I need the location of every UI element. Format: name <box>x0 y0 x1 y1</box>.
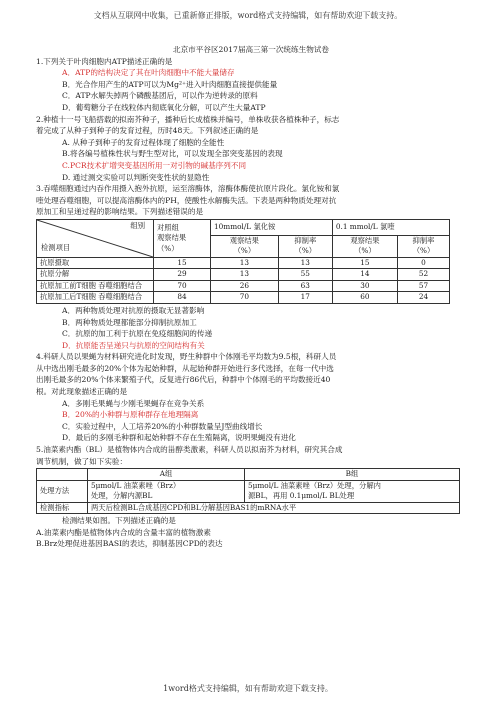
q5-option-b: B.Brz处理促进基因BASI的表达，抑制基因CPD的表达 <box>36 539 223 549</box>
cell: 84 <box>154 292 211 304</box>
q4-stem-line1: 4.科研人员以果蝇为材料研究进化时发现，野生种群中个体刚毛平均数为9.5根，科研人员 <box>36 352 337 362</box>
q5-stem-line1: 5.油菜素内酯（BL）是植物体内合成的甾醇类激素，科研人员以拟南芥为材料，研究其合成 <box>36 445 343 455</box>
cell: 17 <box>278 292 332 304</box>
group-b-header: B组 <box>245 469 460 481</box>
q4-stem-line4: 根。对此现象描述正确的是 <box>36 387 128 397</box>
q4-option-c: C．实验过程中，人工培养20%的小种群数量呈J型曲线增长 <box>62 421 263 431</box>
q1-option-d: D．葡萄糖分子在线粒体内彻底氧化分解，可以产生大量ATP <box>62 102 266 112</box>
q1-option-a: A．ATP的结构决定了其在叶肉细胞中不能大量储存 <box>62 68 235 78</box>
q2-option-d: D. 通过测交实验可以判断突变性状的显隐性 <box>62 172 210 182</box>
group-b-method-line2: 源BL，再用 0.1μmol/L BL处理 <box>248 491 355 501</box>
cell: 70 <box>154 280 211 292</box>
row-label: 抗原分解 <box>37 269 154 281</box>
cell: 52 <box>397 269 449 281</box>
cell: 55 <box>278 269 332 281</box>
cell: 24 <box>397 292 449 304</box>
q4-stem-line3: 出刚毛最多的20%个体来繁殖子代，反复进行86代后，种群中个体刚毛的平均数接近40 <box>36 375 331 385</box>
table-corner-cell <box>37 219 154 257</box>
cell: 0 <box>397 257 449 269</box>
row-label: 抗原加工前T细胞 吞噬细胞结合 <box>37 280 154 292</box>
group-a-method-line1: 5μmol/L 油菜素唑（Brz） <box>91 480 181 490</box>
q2-option-a: A. 从种子到种子的发育过程体现了细胞的全能性 <box>62 137 225 147</box>
q5-stem-line2: 调节机制，做了如下实验： <box>36 456 128 466</box>
table-row <box>37 292 450 304</box>
q3-stem-line1: 3.吞噬细胞通过内吞作用摄入抱外抗原，运至溶酶体，溶酶体酶使抗原片段化。氯化铵和氯 <box>36 184 340 194</box>
q3-stem-line2: 喹处理吞噬细胞，可以提高溶酶体内的PH，使酸性水解酶失活。下表是两种物质处理对抗 <box>36 195 337 205</box>
group-a-method <box>88 480 245 502</box>
cell: 13 <box>278 257 332 269</box>
q2-stem-line2: 着完成了从种子到种子的发育过程，历时48天。下列叙述正确的是 <box>36 126 259 136</box>
q4-option-b: B．20%的小种群与原种群存在地理隔离 <box>62 410 199 420</box>
cell: 63 <box>278 280 332 292</box>
q2-option-c: C.PCR技术扩增突变基因所用一对引物的碱基序列不同 <box>62 160 247 170</box>
control-header <box>154 219 211 257</box>
q5-corner <box>37 469 88 481</box>
control-header-line2: 观察结果 <box>157 233 187 243</box>
cell: 13 <box>211 257 279 269</box>
q5-result: 检测结果如图。下列描述正确的是 <box>62 516 176 526</box>
indicator-value: 两天后检测BL合成基因CPD和BL分解基因BAS1的mRNA水平 <box>88 502 460 514</box>
table-row <box>37 280 450 292</box>
exam-title: 北京市平谷区2017届高三第一次统练生物试卷 <box>172 45 329 54</box>
cell: 29 <box>154 269 211 281</box>
q1-option-b: B．光合作用产生的ATP可以为Mg²⁺进入叶肉细胞直接提供能量 <box>62 79 278 89</box>
group-b-method-line1: 5μmol/L 油菜素唑（Brz）处理，分解内 <box>248 480 381 490</box>
page-header: 文档从互联网中收集，已重新修正排版，word格式支持编辑，如有帮助欢迎下载支持。 <box>93 11 403 20</box>
q1-stem: 1.下列关于叶肉细胞内ATP描述正确的是 <box>36 56 173 66</box>
group-a-header: A组 <box>88 469 245 481</box>
q5-experiment-table <box>36 468 460 514</box>
page-footer: 1word格式支持编辑，如有帮助欢迎下载支持。 <box>163 684 333 693</box>
chloro-obs-header: 观察结果 （%） <box>332 235 397 257</box>
q5-option-a: A.油菜素内酯是植物体内合成的含量丰富的植物激素 <box>36 527 211 537</box>
table-row <box>37 269 450 281</box>
corner-item-label: 检测项目 <box>41 243 71 253</box>
chloro-inh-header: 抑制率 （%） <box>397 235 449 257</box>
q3-stem-line3: 原加工和呈递过程的影响结果。下列描述错误的是 <box>36 207 204 217</box>
cell: 60 <box>332 292 397 304</box>
row-label: 抗原摄取 <box>37 257 154 269</box>
nh4cl-header: 10mmol/L 氯化铵 <box>211 219 333 235</box>
q2-stem-line1: 2.种植十一号飞船搭载的拟南芥种子，播种后长成植株并编号，单株收获各植株种子，标志 <box>36 114 340 124</box>
cell: 30 <box>332 280 397 292</box>
cell: 26 <box>211 280 279 292</box>
indicator-label: 检测指标 <box>37 502 88 514</box>
chloroquine-header: 0.1 mmol/L 氯喹 <box>332 219 449 235</box>
cell: 14 <box>332 269 397 281</box>
cell: 15 <box>154 257 211 269</box>
table-row <box>37 257 450 269</box>
exam-content <box>36 44 466 550</box>
nh4cl-inh-header: 抑制率 （%） <box>278 235 332 257</box>
q2-option-b: B.将各编号植株性状与野生型对比，可以发现全部突变基因的表现 <box>62 149 283 159</box>
q3-option-b: B．两种物质处理都能部分抑制抗原加工 <box>62 317 197 327</box>
cell: 15 <box>332 257 397 269</box>
nh4cl-obs-header: 观察结果 （%） <box>211 235 279 257</box>
cell: 57 <box>397 280 449 292</box>
q3-option-c: C．抗原的加工利于抗原在免疫细胞间的传递 <box>62 329 213 339</box>
group-b-method <box>245 480 460 502</box>
q4-stem-line2: 从中选出刚毛最多的20%个体为起始种群，从起始种群开始进行多代选择，在每一代中选 <box>36 363 334 373</box>
control-header-line1: 对照组 <box>157 222 179 232</box>
row-label: 抗原加工后T细胞 吞噬细胞结合 <box>37 292 154 304</box>
control-header-line3: （%） <box>157 243 179 253</box>
q1-option-c: C．ATP水解失掉两个磷酸基团后，可以作为逆转录的原料 <box>62 91 258 101</box>
q3-option-a: A．两种物质处理对抗原的摄取无显著影响 <box>62 305 205 315</box>
q4-option-a: A．多刚毛果蝇与少刚毛果蝇存在竞争关系 <box>62 398 205 408</box>
q3-option-d: D．抗原能否呈递只与抗原的空间结构有关 <box>62 340 205 350</box>
group-a-method-line2: 处理，分解内源BL <box>91 491 153 501</box>
corner-group-label: 组别 <box>130 220 145 230</box>
cell: 13 <box>211 269 279 281</box>
q3-results-table <box>36 219 450 304</box>
method-label: 处理方法 <box>37 480 88 502</box>
q4-option-d: D．最后的多刚毛种群和起始种群不存在生殖隔离，说明果蝇没有进化 <box>62 433 296 443</box>
cell: 70 <box>211 292 279 304</box>
